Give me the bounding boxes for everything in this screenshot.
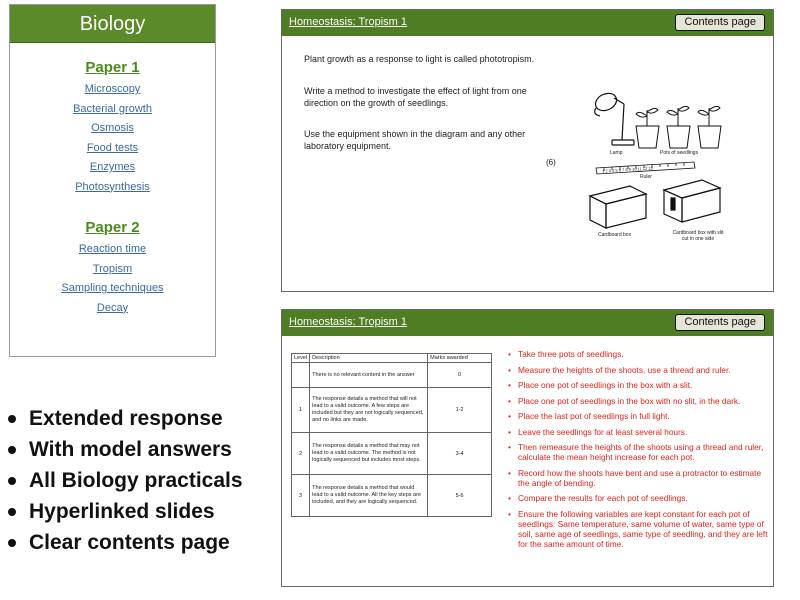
model-answer-item: • Place one pot of seedlings in the box with no slit, in the dark. [508, 396, 772, 406]
feature-item: Hyperlinked slides [6, 496, 243, 527]
table-header-row [292, 354, 492, 363]
topic-link-decay[interactable]: Decay [96, 301, 129, 314]
model-answer-item: • Leave the seedlings for at least several hours. [508, 427, 772, 437]
topic-link-reaction-time[interactable]: Reaction time [78, 243, 147, 255]
model-answer-item: • Ensure the following variables are kept constant for each pot of seedlings: Same temperature, same volume of water, same type of soil, same age of seedlings, same type of seedling, and they are left for the same amount of time. [508, 509, 772, 549]
topic-link-bacterial-growth[interactable]: Bacterial growth [73, 102, 152, 115]
marks-cell: 0 [428, 363, 492, 388]
column-header: Marks awarded [428, 354, 492, 363]
bullet-icon [8, 508, 16, 516]
bullet-icon [8, 539, 16, 547]
feature-list [6, 403, 243, 558]
equipment-diagram-svg [584, 82, 774, 247]
lamp-icon [593, 90, 634, 145]
contents-page-button[interactable]: Contents page [675, 14, 765, 31]
cardboard-box-slit-icon [664, 180, 720, 222]
answer-slide [281, 309, 774, 587]
slide-header [282, 10, 773, 36]
question-paragraph: Use the equipment shown in the diagram and any other laboratory equipment. [304, 129, 526, 151]
topic-link-food-tests[interactable]: Food tests [86, 141, 139, 154]
equipment-diagram [584, 82, 774, 247]
description-cell: There is no relevant content in the answer [310, 363, 428, 388]
bullet-icon [8, 415, 16, 423]
contents-panel [9, 4, 216, 357]
slide-header [282, 310, 773, 336]
feature-item: All Biology practicals [6, 465, 243, 496]
description-cell: The response details a method that would lead to a valid outcome. All the key steps are included, and they are logically sequenced. [310, 475, 428, 517]
model-answer-item: • Take three pots of seedlings. [508, 349, 772, 359]
level-cell: 2 [292, 433, 310, 475]
model-answer-item: • Measure the heights of the shoots, use a thread and ruler. [508, 365, 772, 375]
topic-link-sampling-techniques[interactable]: Sampling techniques [61, 282, 164, 294]
question-paragraph: Write a method to investigate the effect of light from one direction on the growth of seedlings. [304, 86, 527, 108]
topic-link-osmosis[interactable]: Osmosis [91, 122, 134, 134]
cardboard-box-icon [590, 186, 646, 228]
box-label: Cardboard box [598, 232, 632, 238]
marks-cell: 5-6 [428, 475, 492, 517]
topic-link-enzymes[interactable]: Enzymes [89, 161, 136, 173]
question-paragraph: Plant growth as a response to light is called phototropism. [304, 54, 535, 64]
ruler-label: Ruler [640, 174, 652, 180]
mark-scheme-table [291, 353, 492, 517]
model-answer-item: • Record how the shoots have bent and use a protractor to estimate the angle of bending. [508, 468, 772, 488]
slide-title-link[interactable]: Homeostasis: Tropism 1 [289, 16, 407, 28]
model-answer-item: • Compare the results for each pot of seedlings. [508, 493, 772, 503]
model-answer-item: • Place one pot of seedlings in the box with a slit. [508, 380, 772, 390]
description-cell: The response details a method that may not lead to a valid outcome. The method is not logically sequenced but includes most steps. [310, 433, 428, 475]
marks-cell: 3-4 [428, 433, 492, 475]
paper-2-title[interactable]: Paper 2 [85, 219, 140, 236]
paper-1-title[interactable]: Paper 1 [85, 59, 140, 76]
level-cell: 3 [292, 475, 310, 517]
description-cell: The response details a method that will not lead to a valid outcome. A few steps are included but they are not logically sequenced, and no links are made. [310, 388, 428, 433]
level-cell [292, 363, 310, 388]
lamp-label: Lamp [610, 150, 623, 156]
feature-item: With model answers [6, 434, 243, 465]
table-row [292, 475, 492, 517]
contents-header: Biology [10, 5, 215, 43]
table-row [292, 363, 492, 388]
table-row [292, 433, 492, 475]
contents-page-button[interactable]: Contents page [675, 314, 765, 331]
column-header: Description [310, 354, 428, 363]
level-cell: 1 [292, 388, 310, 433]
table-row [292, 388, 492, 433]
column-header: Level [292, 354, 310, 363]
model-answer-item: • Place the last pot of seedlings in full light. [508, 411, 772, 421]
ruler-numbers: 1 2 3 4 5 6 7 8 9 10 11 12 13 [601, 165, 653, 174]
topic-link-photosynthesis[interactable]: Photosynthesis [75, 180, 150, 193]
bullet-icon [8, 446, 16, 454]
pots-label: Pots of seedlings [660, 150, 699, 156]
box-slit-label: Cardboard box with slit cut in one side [672, 230, 724, 242]
model-answer-item: • Then remeasure the heights of the shoots using a thread and ruler, calculate the mean height increase for each pot. [508, 442, 772, 462]
marks-cell: 1-2 [428, 388, 492, 433]
topic-link-microscopy[interactable]: Microscopy [84, 83, 141, 95]
marks-label: (6) [546, 158, 556, 167]
bullet-icon [8, 477, 16, 485]
feature-item: Clear contents page [6, 527, 243, 558]
feature-item: Extended response [6, 403, 243, 434]
model-answer-list [508, 349, 772, 554]
slide-title-link[interactable]: Homeostasis: Tropism 1 [289, 316, 407, 328]
question-slide [281, 9, 774, 292]
topic-link-tropism[interactable]: Tropism [92, 262, 133, 275]
seedling-pots-icon [636, 106, 721, 148]
